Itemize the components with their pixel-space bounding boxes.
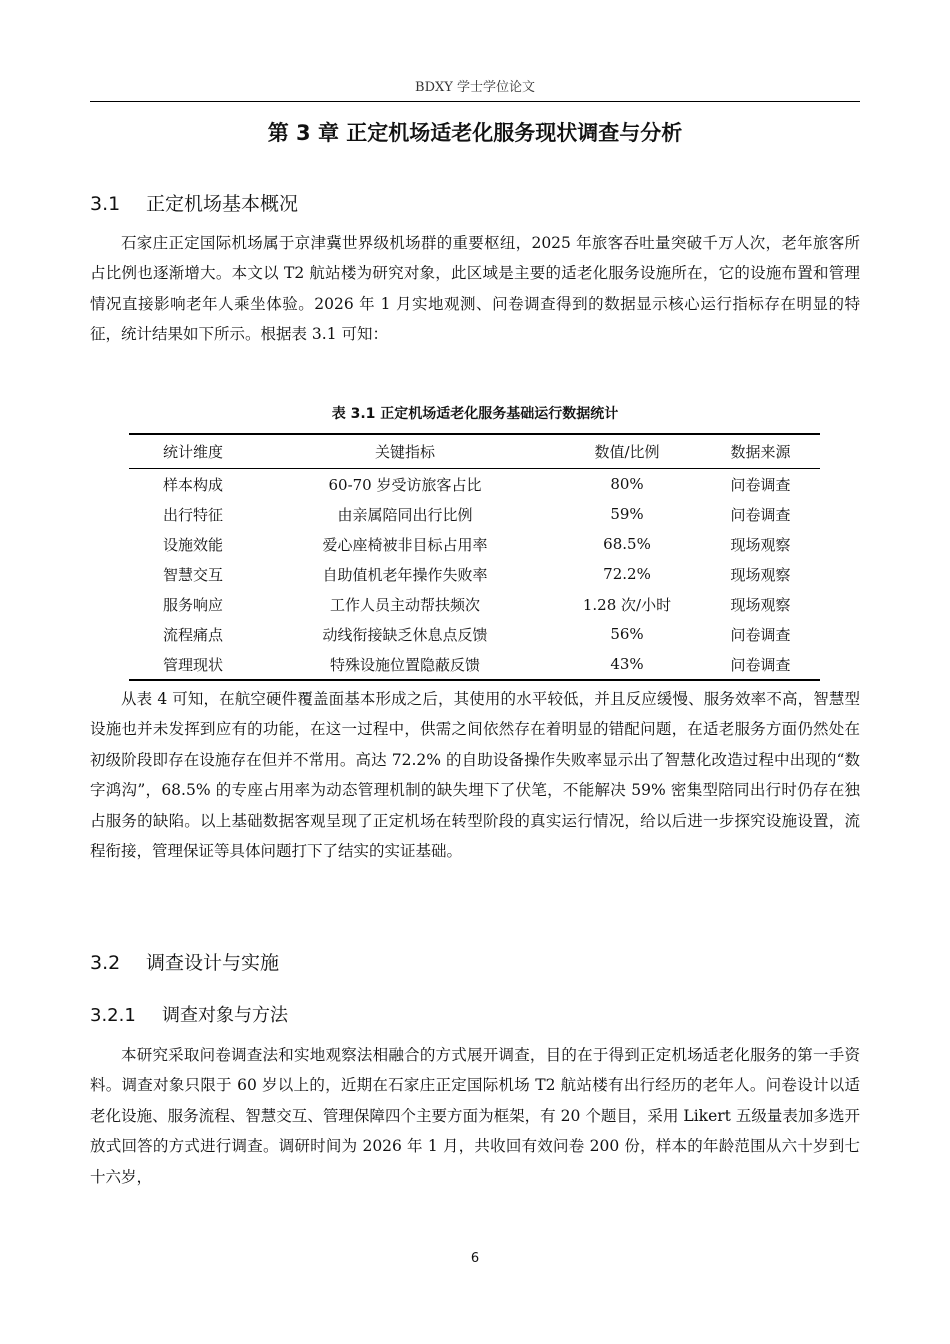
column-header: 数值/比例 [594,443,660,461]
section-3-2-1-paragraph: 本研究采取问卷调查法和实地观察法相融合的方式展开调查，目的在于得到正定机场适老化服务的第一手资料。调查对象只限于 60 岁以上的，近期在石家庄正定国际机场 T2 航站楼有出行经历的老年人。问卷设计以适老化设施、服务流程、智慧交互、管理保障四个主要方面为框架，有 20 个题目，采用 Likert 五级量表加多选开放式回答的方式进行调查。调研时间为 2026 年 1 月，共收回有效问卷 200 份，样本的年龄范围从六十岁到七十六岁， [90,1046,860,1186]
table-cell: 问卷调查 [730,475,791,494]
chapter-title: 第 3 章 正定机场适老化服务现状调查与分析 [267,121,683,145]
table-header-row [129,434,820,469]
table-row [129,499,820,529]
table-cell: 特殊设施位置隐蔽反馈 [329,655,480,674]
table-cell: 自助值机老年操作失败率 [322,565,488,584]
table-cell: 问卷调查 [730,505,791,524]
table-cell: 56% [610,625,644,643]
table-cell: 1.28 次/小时 [582,595,672,614]
table-cell: 工作人员主动帮扶频次 [329,595,480,614]
table-cell: 现场观察 [730,595,791,614]
table-cell: 流程痛点 [162,625,223,644]
table-cell: 样本构成 [162,475,223,494]
table-cell: 爱心座椅被非目标占用率 [322,535,488,554]
table-cell: 服务响应 [162,595,223,614]
column-header: 关键指标 [374,443,435,461]
analysis-paragraph: 从表 4 可知，在航空硬件覆盖面基本形成之后，其使用的水平较低，并且反应缓慢、服务效率不高，智慧型设施也并未发挥到应有的功能，在这一过程中，供需之间依然存在着明显的错配问题，在适老服务方面仍然处在初级阶段即存在设施存在但并不常用。高达 72.2% 的自助设备操作失败率显示出了智慧化改造过程中出现的“数字鸿沟”，68.5% 的专座占用率为动态管理机制的缺失埋下了伏笔，不能解决 59% 密集型陪同出行时仍存在独占服务的缺陷。以上基础数据客观呈现了正定机场在转型阶段的真实运行情况，给以后进一步探究设施设置，流程衔接，管理保证等具体问题打下了结实的实证基础。 [90,690,860,861]
table-cell: 设施效能 [162,535,223,554]
table-cell: 72.2% [603,565,651,583]
page-number: 6 [470,1251,480,1266]
table-cell: 59% [610,505,644,523]
table-cell: 出行特征 [162,505,223,524]
table-row [129,529,820,559]
running-header: BDXY 学士学位论文 [415,80,535,95]
table-row [129,589,820,619]
table-row [129,469,820,500]
table-cell: 智慧交互 [162,565,223,584]
section-title: 调查设计与实施 [146,952,280,974]
stats-table [129,433,820,681]
subsection-number: 3.2.1 [90,1005,136,1026]
table-row [129,649,820,680]
section-number: 3.1 [90,193,121,215]
table-cell: 43% [610,655,644,673]
table-cell: 管理现状 [162,655,223,674]
table-row [129,619,820,649]
table-cell: 60-70 岁受访旅客占比 [328,475,482,494]
table-row [129,559,820,589]
column-header: 统计维度 [162,443,223,461]
table-cell: 由亲属陪同出行比例 [337,505,473,524]
section-3-2-heading [90,948,279,975]
table-cell: 问卷调查 [730,625,791,644]
table-cell: 68.5% [603,535,651,553]
column-header: 数据来源 [730,443,791,461]
table-cell: 现场观察 [730,535,791,554]
table-cell: 问卷调查 [730,655,791,674]
table-cell: 现场观察 [730,565,791,584]
section-3-1-heading [90,189,298,216]
table-caption: 表 3.1 正定机场适老化服务基础运行数据统计 [331,406,619,422]
header-rule [90,101,860,102]
section-number: 3.2 [90,952,121,974]
table-cell: 动线衔接缺乏休息点反馈 [322,625,488,644]
section-3-1-paragraph: 石家庄正定国际机场属于京津冀世界级机场群的重要枢纽，2025 年旅客吞吐量突破千万人次，老年旅客所占比例也逐渐增大。本文以 T2 航站楼为研究对象，此区域是主要的适老化服务设施所在，它的设施布置和管理情况直接影响老年人乘坐体验。2026 年 1 月实地观测、问卷调查得到的数据显示核心运行指标存在明显的特征，统计结果如下所示。根据表 3.1 可知： [90,234,860,344]
subsection-title: 调查对象与方法 [162,1005,288,1026]
section-title: 正定机场基本概况 [146,193,299,215]
table-cell: 80% [610,475,644,493]
section-3-2-1-heading [90,1001,288,1027]
